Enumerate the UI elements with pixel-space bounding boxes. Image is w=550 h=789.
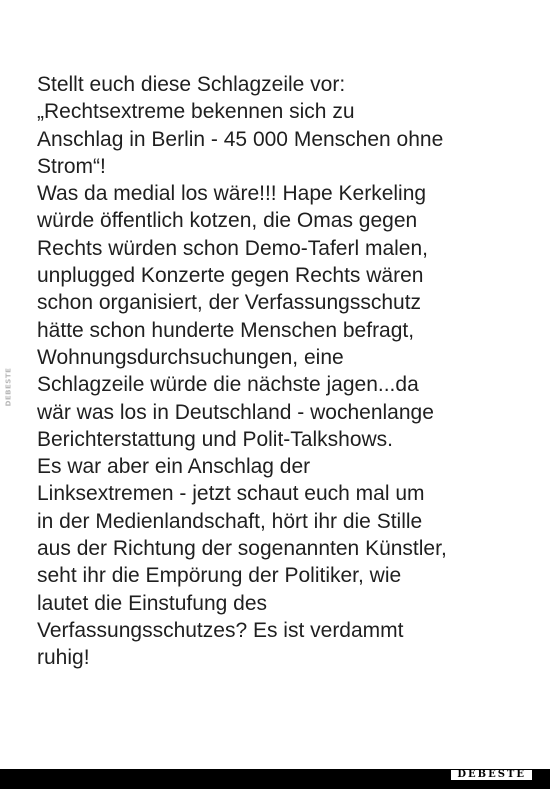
post-text-line: wär was los in Deutschland - wochenlange (37, 400, 434, 424)
post-text-body (37, 71, 537, 672)
site-logo: DEBESTE (451, 770, 532, 780)
post-text-line: seht ihr die Empörung der Politiker, wie (37, 564, 402, 588)
side-watermark-text: DEBESTE (4, 367, 12, 407)
side-watermark (3, 362, 13, 412)
post-text-line: Es war aber ein Anschlag der (37, 455, 311, 479)
post-text-line: hätte schon hunderte Menschen befragt, (37, 318, 415, 342)
post-text-line: Stellt euch diese Schlagzeile vor: (37, 73, 346, 96)
post-text-line: Wohnungsdurchsuchungen, eine (37, 345, 344, 369)
post-text-line: Verfassungsschutzes? Es ist verdammt (37, 618, 404, 642)
post-text-line: „Rechtsextreme bekennen sich zu (37, 100, 355, 124)
post-text-line: ruhig! (37, 646, 90, 670)
post-text-line: schon organisiert, der Verfassungsschutz (37, 291, 422, 315)
post-text-line: unplugged Konzerte gegen Rechts wären (37, 264, 424, 288)
post-text-line: lautet die Einstufung des (37, 591, 267, 615)
post-text-line: Berichterstattung und Polit-Talkshows. (37, 427, 394, 451)
bottom-bar (0, 769, 550, 789)
post-text-line: Rechts würden schon Demo-Taferl malen, (37, 236, 429, 260)
post-text-line: Anschlag in Berlin - 45 000 Menschen ohne (37, 127, 444, 151)
post-text-line: Linksextremen - jetzt schaut euch mal um (37, 482, 425, 506)
post-text-line: in der Medienlandschaft, hört ihr die Stille (37, 509, 423, 533)
post-text-line: würde öffentlich kotzen, die Omas gegen (37, 209, 418, 233)
post-text-line: Strom“! (37, 154, 106, 178)
post-text-line: Was da medial los wäre!!! Hape Kerkeling (37, 182, 427, 206)
post-text-line: aus der Richtung der sogenannten Künstler, (37, 537, 447, 561)
post-text-line: Schlagzeile würde die nächste jagen...da (37, 373, 419, 397)
